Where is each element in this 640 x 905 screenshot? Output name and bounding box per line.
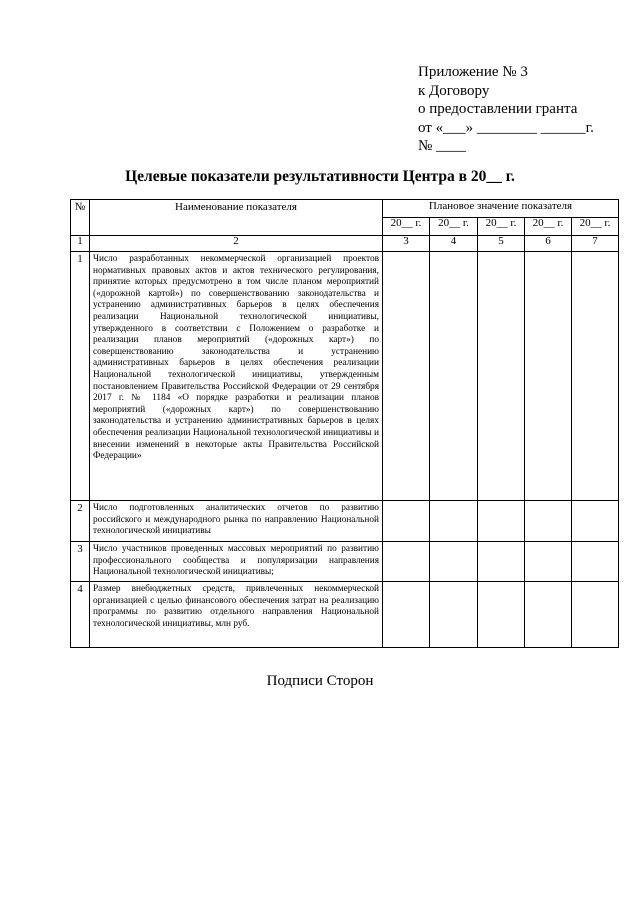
value-cell[interactable] bbox=[383, 252, 430, 501]
column-number: 2 bbox=[90, 236, 383, 252]
row-number: 3 bbox=[71, 542, 90, 582]
header-year: 20__ г. bbox=[525, 218, 572, 236]
value-cell[interactable] bbox=[572, 542, 619, 582]
value-cell[interactable] bbox=[572, 252, 619, 501]
signatures-heading: Подписи Сторон bbox=[266, 673, 374, 689]
column-number: 3 bbox=[383, 236, 430, 252]
value-cell[interactable] bbox=[525, 252, 572, 501]
appendix-date: от «___» ________ ______г. bbox=[418, 119, 594, 136]
appendix-grant-ref: о предоставлении гранта bbox=[418, 101, 578, 117]
table-row bbox=[71, 582, 619, 648]
header-year: 20__ г. bbox=[430, 218, 478, 236]
value-cell[interactable] bbox=[525, 542, 572, 582]
value-cell[interactable] bbox=[430, 582, 478, 648]
appendix-contract-ref: к Договору bbox=[418, 82, 490, 99]
indicator-description: Размер внебюджетных средств, привлеченных некоммерческой организацией с целью финансового обеспечения затрат на реализацию программы по развитию отдельного направления Национальной технологической инициативы, млн руб. bbox=[90, 582, 383, 648]
indicator-description: Число разработанных некоммерческой организацией проектов нормативных правовых актов и актов технического регулирования, принятие которых предусмотрено в том числе планом мероприятий («дорожной картой») по совершенствованию законодательства и устранению административных барьеров в целях обеспечения реализации Национальной технологической инициативы, утвержденного в соответствии с Положением о разработке и реализации планов мероприятий («дорожных карт») по совершенствованию законодательства и устранению административных барьеров в целях обеспечения реализации Национальной технологической инициативы, утвержденным постановлением Правительства Российской Федерации от 29 сентября 2017 г. № 1184 «О порядке разработки и реализации планов мероприятий («дорожных карт») по совершенствованию законодательства и устранению административных барьеров в целях обеспечения реализации Национальной технологической инициативы и внесении изменений в некоторые акты Правительства Российской Федерации» bbox=[90, 252, 383, 501]
column-number: 7 bbox=[572, 236, 619, 252]
appendix-header bbox=[418, 63, 594, 156]
header-year: 20__ г. bbox=[478, 218, 525, 236]
value-cell[interactable] bbox=[572, 501, 619, 542]
value-cell[interactable] bbox=[383, 582, 430, 648]
value-cell[interactable] bbox=[430, 501, 478, 542]
row-number: 1 bbox=[71, 252, 90, 501]
value-cell[interactable] bbox=[430, 542, 478, 582]
value-cell[interactable] bbox=[383, 501, 430, 542]
value-cell[interactable] bbox=[383, 542, 430, 582]
appendix-number: Приложение № 3 bbox=[418, 64, 528, 80]
table-row bbox=[71, 252, 619, 501]
value-cell[interactable] bbox=[572, 582, 619, 648]
column-number: 6 bbox=[525, 236, 572, 252]
indicators-table bbox=[70, 199, 619, 648]
column-number: 5 bbox=[478, 236, 525, 252]
row-number: 4 bbox=[71, 582, 90, 648]
appendix-contract-number: № ____ bbox=[418, 138, 467, 154]
indicator-description: Число подготовленных аналитических отчетов по развитию российского и международного рынка по направлению Национальной технологической инициативы bbox=[90, 501, 383, 542]
indicator-description: Число участников проведенных массовых мероприятий по развитию профессионального сообщества и популяризации направления Национальной технологической инициативы; bbox=[90, 542, 383, 582]
value-cell[interactable] bbox=[478, 501, 525, 542]
value-cell[interactable] bbox=[430, 252, 478, 501]
header-year: 20__ г. bbox=[572, 218, 619, 236]
table-row bbox=[71, 501, 619, 542]
table-column-numbers-row bbox=[71, 236, 619, 252]
column-number: 4 bbox=[430, 236, 478, 252]
header-planned-value: Плановое значение показателя bbox=[383, 200, 619, 218]
header-indicator-name: Наименование показателя bbox=[90, 200, 383, 236]
header-year: 20__ г. bbox=[383, 218, 430, 236]
value-cell[interactable] bbox=[478, 582, 525, 648]
value-cell[interactable] bbox=[525, 501, 572, 542]
table-row bbox=[71, 542, 619, 582]
column-number: 1 bbox=[71, 236, 90, 252]
value-cell[interactable] bbox=[525, 582, 572, 648]
row-number: 2 bbox=[71, 501, 90, 542]
page-title: Целевые показатели результативности Центра в 20__ г. bbox=[125, 168, 515, 185]
value-cell[interactable] bbox=[478, 542, 525, 582]
value-cell[interactable] bbox=[478, 252, 525, 501]
table-header-row bbox=[71, 200, 619, 218]
header-number: № bbox=[71, 200, 90, 236]
